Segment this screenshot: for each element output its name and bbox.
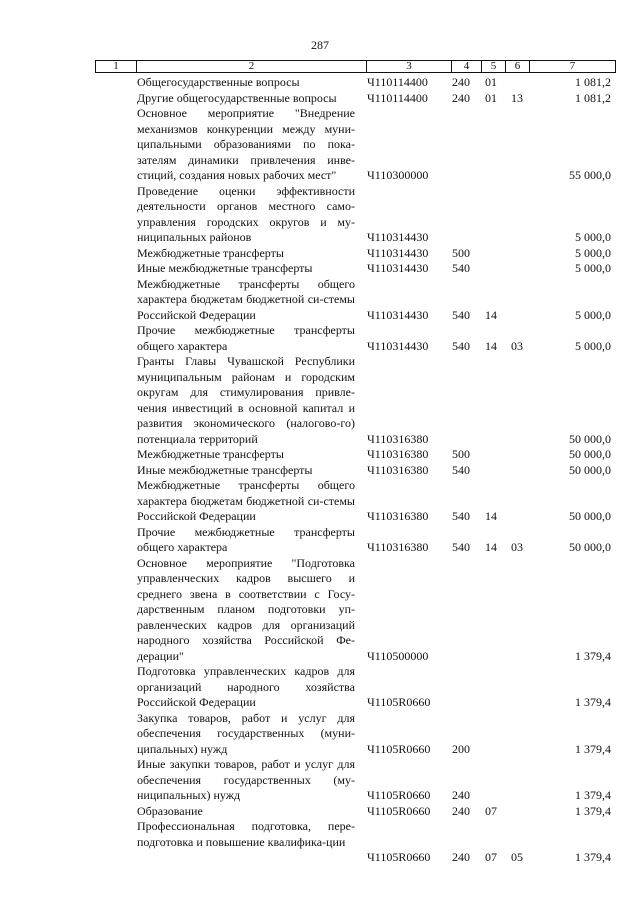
row-code: Ч1105R0660 [367,850,431,864]
row-expense-type: 240 [452,850,470,864]
row-subsection: 03 [511,338,523,353]
header-col-6: 6 [506,61,530,72]
row-code: Ч1105R0660 [367,788,431,802]
row-name: Другие общегосударственные вопросы [137,90,337,105]
row-expense-type: 200 [452,741,470,756]
row-subsection: 05 [511,850,523,864]
table-row [0,354,640,447]
header-col-7: 7 [569,60,576,72]
row-section: 14 [485,307,497,322]
row-amount: 1 379,4 [575,803,611,818]
row-expense-type: 540 [452,462,470,477]
row-code: Ч110316380 [367,431,429,446]
row-code: Ч110300000 [367,168,429,182]
page-number: 287 [311,38,329,52]
row-code: Ч110500000 [367,648,429,663]
row-amount: 1 379,4 [575,741,611,756]
table-row [0,664,640,711]
row-amount: 1 379,4 [575,788,611,802]
row-code: Ч110316380 [367,540,429,554]
row-name: Межбюджетные трансферты общего характера бюджетам бюджетной си-стемы Российской Федерации [137,478,355,523]
row-amount: 1 379,4 [575,695,611,709]
row-amount: 1 081,2 [575,75,611,89]
table-row [0,323,640,354]
row-amount: 5 000,0 [575,245,611,260]
row-expense-type: 540 [452,307,470,322]
row-name: Подготовка управленческих кадров для организаций народного хозяйства Российской Федерации [137,664,355,709]
row-code: Ч110316380 [367,462,429,477]
row-code: Ч110314430 [367,245,429,260]
table-row [0,246,640,262]
row-amount: 1 081,2 [575,90,611,105]
row-expense-type: 240 [452,90,470,105]
header-col-5: 5 [482,61,506,72]
row-amount: 5 000,0 [575,307,611,322]
row-code: Ч110314430 [367,307,429,322]
row-name: Межбюджетные трансферты [137,447,284,461]
table-row [0,261,640,277]
header-col-4: 4 [452,61,482,72]
row-section: 14 [485,540,497,554]
row-name: Межбюджетные трансферты общего характера бюджетам бюджетной си-стемы Российской Федерации [137,276,355,322]
row-subsection: 13 [511,90,523,105]
row-amount: 5 000,0 [575,261,611,275]
row-name: Образование [137,803,203,818]
row-amount: 55 000,0 [569,168,611,182]
row-code: Ч110114400 [367,75,428,89]
row-expense-type: 240 [452,75,470,89]
row-expense-type: 240 [452,803,470,818]
row-name: Иные закупки товаров, работ и услуг для обеспечения государственных (му-ниципальных) нужд [137,757,355,802]
row-name: Проведение оценки эффективности деятельности органов местного само-управления городских округов и му-ниципальных районов [137,183,355,244]
row-subsection: 03 [511,540,523,554]
row-code: Ч1105R0660 [367,695,431,709]
row-expense-type: 240 [452,788,470,802]
row-expense-type: 540 [452,509,470,523]
row-name: Межбюджетные трансферты [137,245,284,260]
row-name: Гранты Главы Чувашской Республики муниципальным районам и городским округам для стимулирования привле-чения инвестиций в основной капитал и развития экономического (налогово-го) потенциала территорий [137,354,355,446]
row-name: Прочие межбюджетные трансферты общего характера [137,323,355,353]
row-expense-type: 540 [452,338,470,353]
row-name: Основное мероприятие "Подготовка управленческих кадров высшего и среднего звена в соответствии с Госу-дарственным планом подготовки уп-равленческих кадров для организаций народного хозяйства Российской Фе-дерации" [137,555,355,663]
row-expense-type: 540 [452,261,470,275]
row-name: Иные межбюджетные трансферты [137,462,313,477]
row-code: Ч110316380 [367,447,429,461]
row-section: 01 [485,90,497,105]
table-row [0,819,640,866]
row-amount: 50 000,0 [569,509,611,523]
row-amount: 50 000,0 [569,540,611,554]
row-amount: 50 000,0 [569,447,611,461]
row-code: Ч110314430 [367,261,429,275]
table-row [0,478,640,525]
row-expense-type: 500 [452,447,470,461]
row-section: 01 [485,75,497,89]
table-row [0,447,640,463]
row-name: Иные межбюджетные трансферты [137,261,313,275]
table-row [0,91,640,107]
header-col-3: 3 [367,61,452,72]
row-name: Профессиональная подготовка, пере-подготовка и повышение квалифика-ции [137,819,355,849]
row-amount: 5 000,0 [575,230,611,244]
row-name: Прочие межбюджетные трансферты общего характера [137,524,355,554]
row-section: 07 [485,850,497,864]
table-row [0,106,640,184]
row-name: Общегосударственные вопросы [137,75,300,89]
table-body [0,75,640,866]
row-amount: 5 000,0 [575,338,611,353]
row-code: Ч110314430 [367,338,429,353]
table-header [95,60,616,73]
row-amount: 50 000,0 [569,462,611,477]
table-row [0,75,640,91]
row-name: Основное мероприятие "Внедрение механизмов конкуренции между муни-ципальными образованиями по пока-зателям динамики привлечения инве-стиций, создания новых рабочих мест" [137,106,355,182]
table-row [0,277,640,324]
row-amount: 50 000,0 [569,431,611,446]
header-col-2: 2 [137,61,367,72]
table-row [0,804,640,820]
row-section: 07 [485,803,497,818]
row-code: Ч110114400 [367,90,428,105]
row-code: Ч110316380 [367,509,429,523]
table-row [0,556,640,665]
table-row [0,757,640,804]
table-row [0,711,640,758]
table-row [0,463,640,479]
row-section: 14 [485,509,497,523]
row-code: Ч1105R0660 [367,741,431,756]
row-code: Ч1105R0660 [367,803,431,818]
row-amount: 1 379,4 [575,850,611,864]
header-col-1: 1 [96,61,137,72]
row-section: 14 [485,338,497,353]
row-name: Закупка товаров, работ и услуг для обеспечения государственных (муни-ципальных) нужд [137,710,355,756]
table-row [0,184,640,246]
row-code: Ч110314430 [367,230,429,244]
row-expense-type: 500 [452,245,470,260]
row-expense-type: 540 [452,540,470,554]
table-row [0,525,640,556]
row-amount: 1 379,4 [575,648,611,663]
